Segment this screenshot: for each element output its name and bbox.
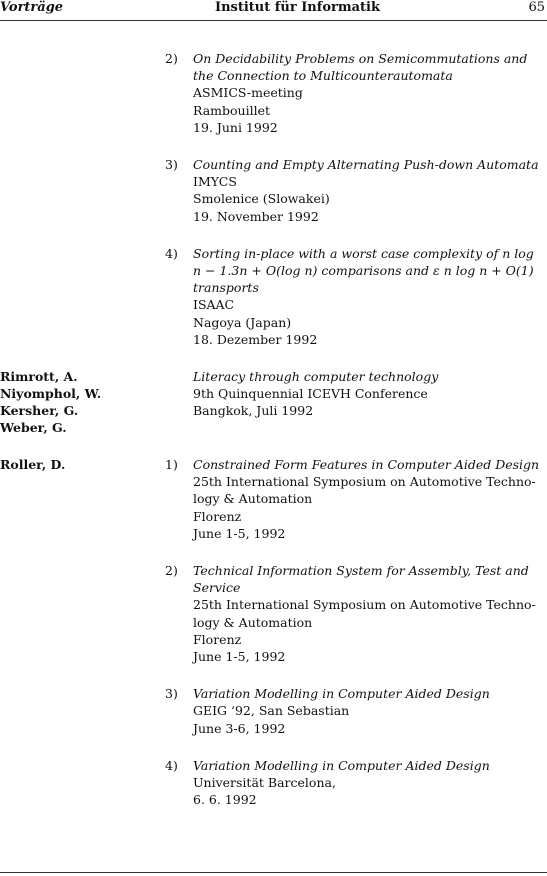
talk-details — [193, 456, 547, 542]
talk-venue-line: Bangkok, Juli 1992 — [193, 403, 314, 419]
page-header — [0, 0, 547, 21]
talk-entry — [165, 456, 547, 542]
talk-venue-line: 19. Juni 1992 — [193, 119, 278, 135]
talk-number: 4) — [165, 757, 178, 773]
author-block — [0, 368, 547, 436]
author-name: Rimrott, A. — [0, 369, 78, 385]
footer-rule — [0, 872, 547, 873]
author-name: Kersher, G. — [0, 403, 79, 419]
talk-details — [193, 245, 547, 348]
author-block — [0, 50, 547, 348]
running-head-title: Institut für Informatik — [215, 0, 380, 15]
talk-venue-line: June 1-5, 1992 — [193, 649, 286, 665]
author-name: Weber, G. — [0, 420, 67, 436]
talk-venue-line: ASMICS-meeting — [193, 85, 303, 101]
talk-venue-line: logy & Automation — [193, 614, 313, 630]
talk-entry — [165, 685, 547, 737]
author-name: Roller, D. — [0, 457, 66, 473]
talk-number: 3) — [165, 686, 178, 702]
talk-number: 1) — [165, 457, 178, 473]
author-name: Niyomphol, W. — [0, 386, 102, 402]
talk-venue-line: ISAAC — [193, 297, 235, 313]
talk-list — [165, 368, 547, 436]
talk-entry — [165, 757, 547, 809]
talk-list — [165, 50, 547, 348]
talk-venue-line: June 3-6, 1992 — [193, 720, 286, 736]
talk-list — [165, 456, 547, 808]
talk-venue-line: June 1-5, 1992 — [193, 525, 286, 541]
talk-number: 4) — [165, 245, 178, 261]
talk-entry — [165, 562, 547, 665]
talk-venue-line: 18. Dezember 1992 — [193, 331, 318, 347]
talk-details — [193, 50, 547, 136]
talk-venue-line: GEIG ‘92, San Sebastian — [193, 703, 350, 719]
talk-title: Counting and Empty Alternating Push-down Automata — [193, 157, 539, 173]
talk-details — [193, 156, 547, 225]
author-list — [0, 456, 165, 808]
running-head-section: Vorträge — [0, 0, 64, 15]
talk-title: Sorting in-place with a worst case complexity of n log n − 1.3n + O(log n) comparisons and ε n log n + O(1) transports — [193, 245, 534, 296]
talk-title: Constrained Form Features in Computer Aided Design — [193, 457, 540, 473]
talk-details — [193, 757, 547, 809]
talk-details — [193, 368, 547, 420]
talk-venue-line: Florenz — [193, 508, 242, 524]
talk-title: Variation Modelling in Computer Aided Design — [193, 757, 490, 773]
talk-venue-line: Nagoya (Japan) — [193, 314, 292, 330]
page-number: 65 — [528, 0, 545, 15]
talk-venue-line: 25th International Symposium on Automotive Techno- — [193, 474, 536, 490]
talk-entry — [165, 156, 547, 225]
talk-details — [193, 685, 547, 737]
talk-entry — [165, 368, 547, 420]
talk-details — [193, 562, 547, 665]
talk-title: Literacy through computer technology — [193, 369, 439, 385]
talk-title: On Decidability Problems on Semicommutations and the Connection to Multicounterautomata — [193, 51, 528, 84]
talk-number: 2) — [165, 563, 178, 579]
talk-venue-line: IMYCS — [193, 174, 237, 190]
talk-number — [165, 368, 193, 420]
talk-title: Technical Information System for Assembly, Test and Service — [193, 563, 529, 596]
talk-venue-line: logy & Automation — [193, 491, 313, 507]
talk-number: 3) — [165, 157, 178, 173]
author-list — [0, 50, 165, 348]
talk-venue-line: Florenz — [193, 631, 242, 647]
author-list — [0, 368, 165, 436]
talk-venue-line: 19. November 1992 — [193, 208, 319, 224]
talk-venue-line: 6. 6. 1992 — [193, 792, 257, 808]
talk-entry — [165, 50, 547, 136]
talk-venue-line: Universität Barcelona, — [193, 775, 336, 791]
talk-title: Variation Modelling in Computer Aided Design — [193, 686, 490, 702]
talk-listing — [0, 50, 547, 829]
talk-entry — [165, 245, 547, 348]
author-block — [0, 456, 547, 808]
talk-venue-line: Rambouillet — [193, 102, 270, 118]
talk-venue-line: 25th International Symposium on Automotive Techno- — [193, 597, 536, 613]
talk-venue-line: 9th Quinquennial ICEVH Conference — [193, 386, 428, 402]
talk-number: 2) — [165, 51, 178, 66]
talk-venue-line: Smolenice (Slowakei) — [193, 191, 330, 207]
